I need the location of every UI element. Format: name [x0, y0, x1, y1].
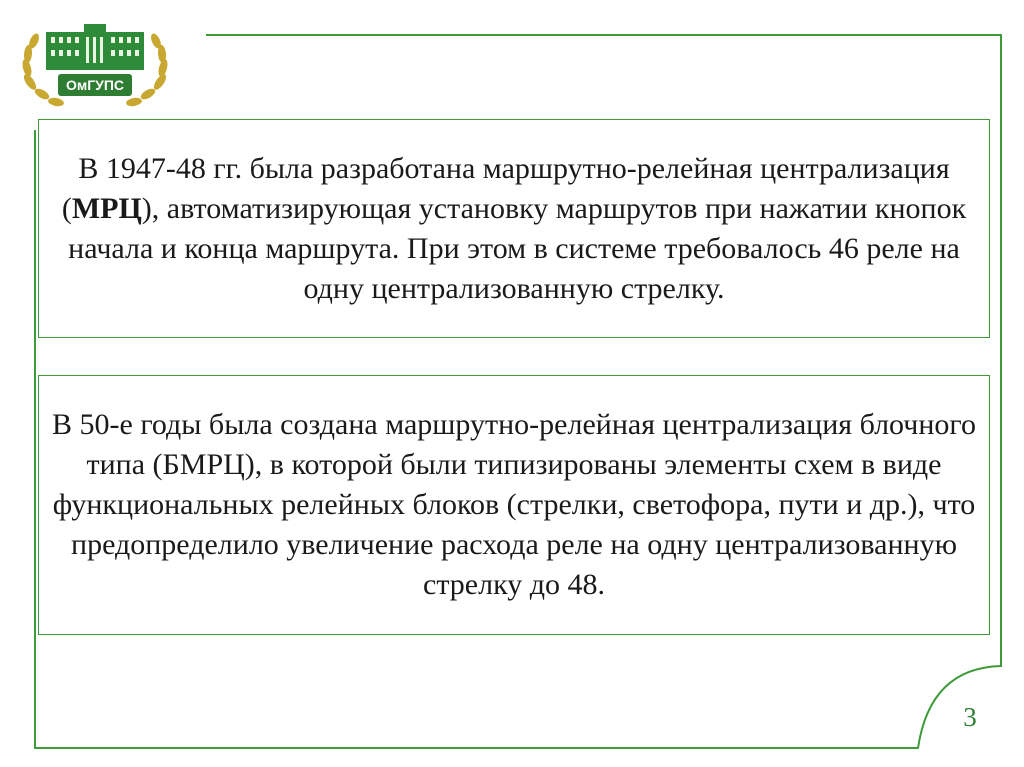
text-box-bmrc: [38, 375, 990, 635]
building-icon: [46, 24, 144, 70]
logo-text: ОмГУПС: [65, 77, 125, 93]
omgups-logo: [18, 18, 172, 110]
paragraph-mrc-part1: В 1947-48 гг. была разработана маршрутно-релейная централизация (: [61, 151, 950, 225]
university-logo-icon: [18, 18, 172, 110]
paragraph-mrc: [51, 149, 977, 309]
abbreviation-mrc: МРЦ: [71, 191, 142, 225]
paragraph-bmrc: В 50-е годы была создана маршрутно-релейная централизация блочного типа (БМРЦ), в которой были типизированы элементы схем в виде функциональных релейных блоков (стрелки, светофора, пути и др.), что предопределило увеличение расхода реле на одну централизованную стрелку до 48.: [52, 408, 976, 601]
text-box-mrc: [38, 119, 990, 338]
page-number: 3: [963, 702, 977, 732]
paragraph-mrc-part2: ), автоматизирующая установку маршрутов при нажатии кнопок начала и конца маршрута. При этом в системе требовалось 46 реле на одну централизованную стрелку.: [68, 191, 967, 305]
